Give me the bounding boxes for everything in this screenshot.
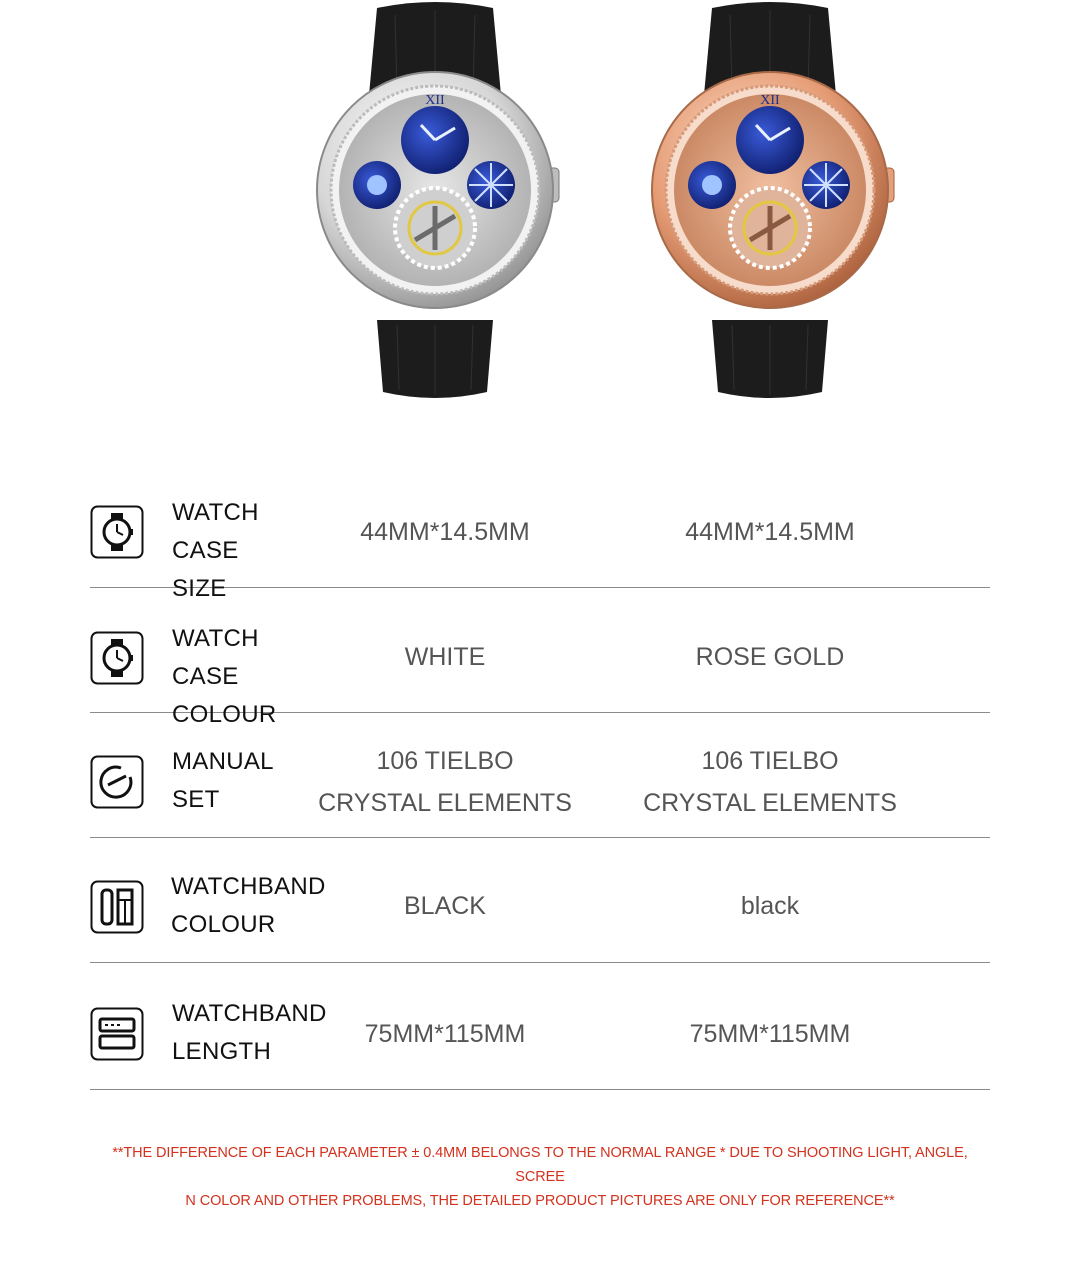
spec-label-line1: WATCH CASE <box>172 625 259 690</box>
watch-icon <box>90 505 144 559</box>
spec-row-band-colour <box>90 838 990 963</box>
spec-row-band-length <box>90 963 990 1090</box>
spec-value-rose-gold: 75MM*115MM <box>689 1020 851 1048</box>
watch-icon <box>90 631 144 685</box>
spec-label-line1: WATCHBAND <box>172 1000 327 1027</box>
spec-label-line2: COLOUR <box>171 911 276 938</box>
disclaimer-line1: **THE DIFFERENCE OF EACH PARAMETER ± 0.4MM BELONGS TO THE NORMAL RANGE * DUE TO SHOOTING LIGHT, ANGLE, SCREE <box>112 1145 968 1185</box>
spec-row-case-colour <box>90 588 990 728</box>
spec-label-line2: COLOUR <box>172 701 277 728</box>
spec-label-line1: MANUAL <box>172 748 274 775</box>
spec-value-rose-gold: 44MM*14.5MM <box>685 518 855 546</box>
spec-value-white: BLACK <box>404 892 486 920</box>
manual-gauge-icon <box>90 755 144 809</box>
spec-row-case-size <box>90 478 990 602</box>
band-length-icon <box>90 1007 144 1061</box>
svg-text:XII: XII <box>760 93 780 108</box>
spec-label-line2: LENGTH <box>172 1038 272 1065</box>
spec-value-white: 44MM*14.5MM <box>360 518 530 546</box>
spec-value-white: 75MM*115MM <box>364 1020 526 1048</box>
spec-value-line1: 106 TIELBO <box>376 747 514 775</box>
disclaimer-note <box>110 1141 970 1213</box>
specs-table <box>90 478 990 1090</box>
spec-label-line1: WATCHBAND <box>171 873 326 900</box>
spec-label-line2: SIZE <box>172 575 227 602</box>
spec-value-white <box>285 740 605 824</box>
svg-text:XII: XII <box>425 93 445 108</box>
rose-gold-case-watch-image <box>640 0 900 405</box>
spec-value-white: WHITE <box>404 643 486 671</box>
spec-value-rose-gold: ROSE GOLD <box>695 643 845 671</box>
spec-value-line2: CRYSTAL ELEMENTS <box>643 789 897 817</box>
spec-value-line1: 106 TIELBO <box>701 747 839 775</box>
white-case-watch-image <box>305 0 565 405</box>
spec-value-rose-gold <box>610 740 930 824</box>
spec-value-rose-gold: black <box>740 892 800 920</box>
product-hero <box>0 0 1080 410</box>
spec-value-line2: CRYSTAL ELEMENTS <box>318 789 572 817</box>
disclaimer-line2: N COLOR AND OTHER PROBLEMS, THE DETAILED PRODUCT PICTURES ARE ONLY FOR REFERENCE** <box>185 1193 895 1209</box>
spec-label-line2: SET <box>172 786 220 813</box>
band-colour-icon <box>90 880 144 934</box>
spec-row-manual-set <box>90 713 990 838</box>
spec-label-line1: WATCH CASE <box>172 499 259 564</box>
